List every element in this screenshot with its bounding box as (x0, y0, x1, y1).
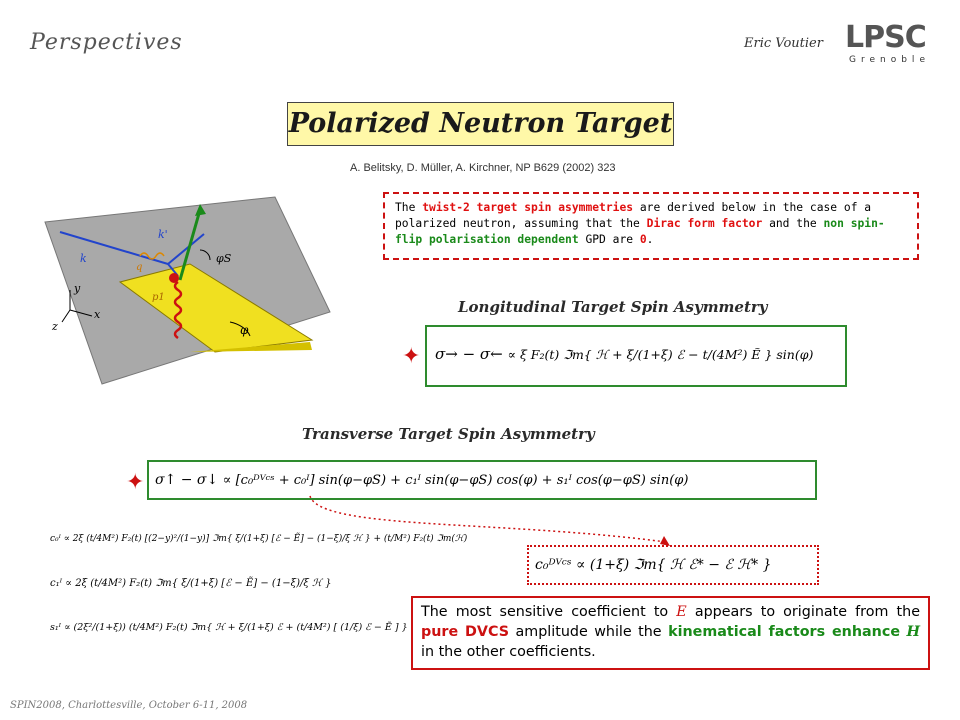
intro-text-4: GPD are (578, 233, 640, 246)
page-title: Polarized Neutron Target (288, 108, 673, 139)
longitudinal-title: Longitudinal Target Spin Asymmetry (458, 298, 768, 316)
label-x: x (94, 308, 101, 321)
label-y: y (74, 282, 81, 295)
conclusion-highlight-2: kinematical factors enhance (668, 624, 901, 640)
label-kprime: k' (158, 228, 168, 241)
z-axis-line (62, 310, 70, 322)
label-phiS: φS (216, 252, 232, 265)
transverse-title: Transverse Target Spin Asymmetry (302, 425, 595, 443)
footer: SPIN2008, Charlottesville, October 6-11, 2008 (10, 700, 248, 711)
connector-arrow (300, 490, 680, 552)
logo-sub-text: Grenoble (849, 55, 930, 65)
dvcs-box (527, 545, 819, 585)
title-box (287, 102, 674, 146)
label-q: q (136, 262, 143, 273)
conclusion-highlight-1: pure DVCS (421, 624, 510, 640)
conclusion-H-symbol: H (906, 624, 920, 640)
conclusion-text-3: amplitude while the (509, 624, 669, 640)
intro-text-3: and the (762, 217, 824, 230)
reference: A. Belitsky, D. Müller, A. Kirchner, NP B629 (2002) 323 (350, 162, 616, 174)
label-phi: φ (240, 323, 249, 337)
longitudinal-rhs: ∝ ξ F₂(t) ℑm{ ℋ + ξ/(1+ξ) ℰ − t/(4M²) Ẽ } sin(φ) (507, 347, 814, 362)
bullet-icon: ✦ (402, 344, 421, 369)
logo-main-text: LPSC (845, 20, 926, 55)
author-name: Eric Voutier (744, 36, 823, 51)
bullet-icon: ✦ (126, 470, 145, 495)
conclusion-text-4: in the other coefficients. (421, 644, 596, 660)
transverse-rhs: ∝ [c₀ᴰⱽᶜˢ + c₀ᴵ] sin(φ−φS) + c₁ᴵ sin(φ−φS) cos(φ) + s₁ᴵ cos(φ−φS) sin(φ) (222, 473, 689, 488)
conclusion-text-2: appears to originate from the (686, 604, 920, 620)
conclusion-text-1: The most sensitive coefficient to (421, 604, 677, 620)
section-title: Perspectives (30, 30, 183, 55)
lpsc-logo (845, 22, 945, 70)
intro-box (383, 192, 919, 260)
intro-text-5: . (646, 233, 654, 246)
intro-highlight-1: twist-2 target spin asymmetries (422, 201, 634, 214)
conclusion-E-symbol: E (676, 604, 687, 620)
intro-text-1: The (395, 201, 423, 214)
vertex-dot (169, 273, 179, 283)
kinematics-diagram (40, 192, 340, 392)
intro-highlight-3: non spin-flip polarisation dependent (395, 217, 885, 246)
label-k: k (80, 252, 87, 265)
longitudinal-equation-box (425, 325, 847, 387)
intro-highlight-4: 0 (639, 233, 647, 246)
intro-text-2: are derived below in the case of a polarized neutron, assuming that the (395, 201, 872, 230)
longitudinal-lhs: σ→ − σ← (435, 345, 503, 363)
label-z: z (52, 320, 58, 333)
conclusion-box (411, 596, 930, 670)
label-p1: p1 (152, 292, 165, 303)
transverse-equation (155, 472, 688, 488)
longitudinal-equation (435, 345, 813, 363)
connector-line (310, 496, 666, 542)
coefficient-s1: s₁ᴵ ∝ (2ξ²/(1+ξ)) (t/4M²) F₂(t) ℑm{ ℋ + ξ/(1+ξ) ℰ + (t/4M²) [ (1/ξ) ℰ − Ẽ ] } (50, 622, 408, 633)
coefficient-c1: c₁ᴵ ∝ 2ξ (t/4M²) F₂(t) ℑm{ ξ/(1+ξ) [ℰ − Ẽ] − (1−ξ)/ξ ℋ } (50, 578, 332, 589)
intro-highlight-2: Dirac form factor (646, 217, 763, 230)
transverse-lhs: σ↑ − σ↓ (155, 472, 219, 488)
dvcs-equation: c₀ᴰⱽᶜˢ ∝ (1+ξ) ℑm{ ℋ ℰ* − ℰ ℋ* } (535, 557, 772, 573)
coefficient-c0: c₀ᴵ ∝ 2ξ (t/4M²) F₂(t) [(2−y)²/(1−y)] ℑm{ ξ/(1+ξ) [ℰ − Ẽ] − (1−ξ)/ξ ℋ } + (t/M²) F₂(t) ℑm(ℋ) (50, 534, 468, 544)
